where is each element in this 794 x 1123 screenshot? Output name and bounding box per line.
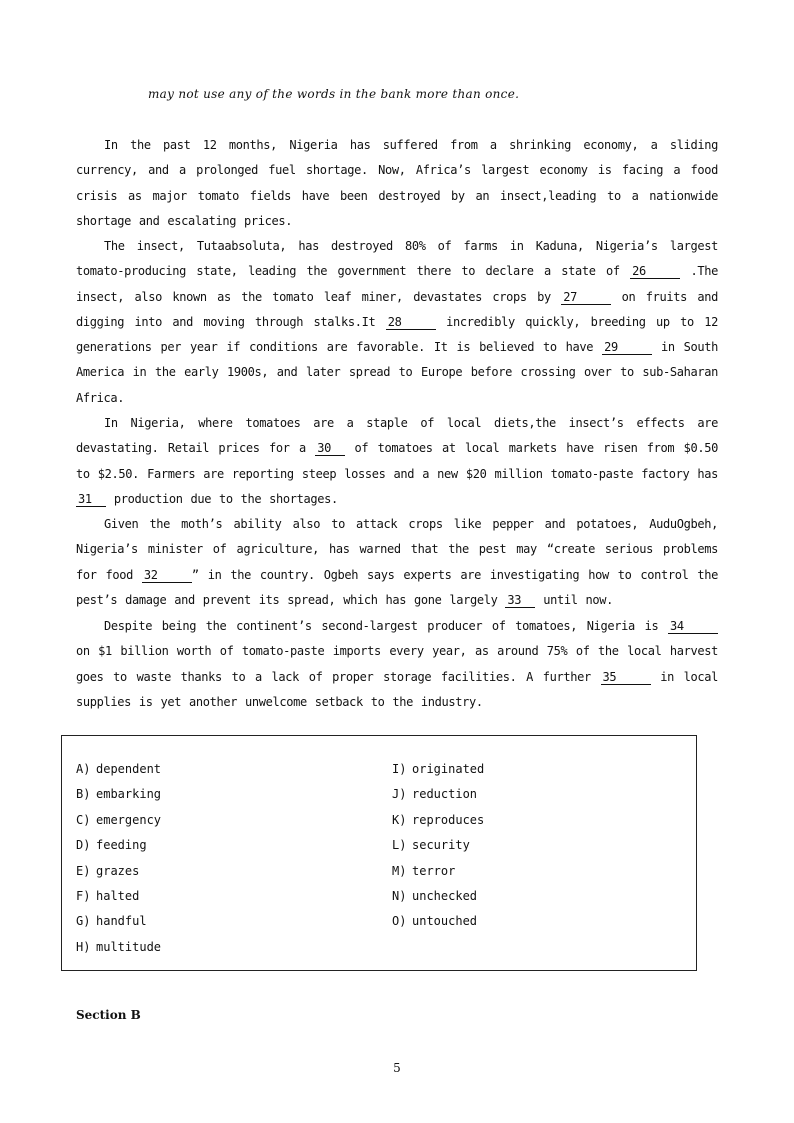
paragraph-text: production due to the shortages. xyxy=(106,491,338,506)
paragraph-text: ” in the country. Ogbeh says experts are investigating how to control the pest’s damage and prevent its spread, which has gone largely xyxy=(76,567,718,607)
paragraph-text: until now. xyxy=(535,592,613,607)
word-option[interactable]: K) reproduces xyxy=(392,812,485,827)
word-bank-box xyxy=(61,735,697,971)
blank-30[interactable]: 30 xyxy=(315,442,345,456)
word-option[interactable]: E) grazes xyxy=(76,863,140,878)
paragraph-text: of tomatoes at local markets have risen from $0.50 to $2.50. Farmers are reporting steep losses and a new $20 million tomato-paste factory has xyxy=(76,441,718,481)
word-option[interactable]: F) halted xyxy=(76,888,140,903)
page-number: 5 xyxy=(393,1061,401,1075)
word-option[interactable]: J) reduction xyxy=(392,787,478,802)
blank-34[interactable]: 34 xyxy=(668,620,718,634)
paragraph-text: on $1 billion worth of tomato-paste imports every year, as around 75% of the local harvest goes to waste thanks to a lack of proper storage facilities. A further xyxy=(76,644,718,684)
paragraph-3 xyxy=(76,411,718,512)
word-option[interactable]: B) embarking xyxy=(76,787,162,802)
blank-28[interactable]: 28 xyxy=(386,316,436,330)
word-option[interactable]: N) unchecked xyxy=(392,888,478,903)
paragraph-text: Despite being the continent’s second-largest producer of tomatoes, Nigeria is xyxy=(104,619,668,633)
word-option[interactable]: O) untouched xyxy=(392,914,478,929)
paragraph-text: in local supplies is yet another unwelcome setback to the industry. xyxy=(76,669,718,709)
blank-35[interactable]: 35 xyxy=(601,671,651,685)
paragraph-text: In the past 12 months, Nigeria has suffered from a shrinking economy, a sliding currency, and a prolonged fuel shortage. Now, Africa’s largest economy is facing a food crisis as major tomato fields have been destroyed by an insect,leading to a nationwide shortage and escalating prices. xyxy=(76,138,718,228)
blank-31[interactable]: 31 xyxy=(76,493,106,507)
blank-26[interactable]: 26 xyxy=(630,265,680,279)
paragraph-text: on fruits and digging into and moving through stalks.It xyxy=(76,289,718,329)
paragraph-text: In Nigeria, where tomatoes are a staple of local diets,the insect’s effects are devastating. Retail prices for a xyxy=(76,416,718,456)
instruction-line: may not use any of the words in the bank more than once. xyxy=(148,87,520,101)
paragraph-text: in South America in the early 1900s, and later spread to Europe before crossing over to sub-Saharan Africa. xyxy=(76,340,718,405)
word-option[interactable]: C) emergency xyxy=(76,812,162,827)
blank-27[interactable]: 27 xyxy=(561,291,611,305)
word-option[interactable]: I) originated xyxy=(392,762,485,776)
paragraph-text: The insect, Tutaabsoluta, has destroyed 80% of farms in Kaduna, Nigeria’s largest tomato-producing state, leading the government there to declare a state of xyxy=(76,239,718,279)
word-option[interactable]: H) multitude xyxy=(76,939,162,954)
blank-29[interactable]: 29 xyxy=(602,341,652,355)
blank-33[interactable]: 33 xyxy=(505,594,535,608)
paragraph-5 xyxy=(76,614,718,715)
paragraph-1 xyxy=(76,133,718,234)
blank-32[interactable]: 32 xyxy=(142,569,192,583)
paragraph-text: .The insect, also known as the tomato leaf miner, devastates crops by xyxy=(76,264,718,304)
word-option[interactable]: D) feeding xyxy=(76,838,147,853)
word-option[interactable]: M) terror xyxy=(392,863,456,878)
paragraph-4 xyxy=(76,512,718,613)
word-bank-right-column xyxy=(392,759,484,937)
word-option[interactable]: A) dependent xyxy=(76,762,162,776)
word-bank-left-column xyxy=(76,759,161,962)
section-heading: Section B xyxy=(76,1008,141,1022)
word-option[interactable]: G) handful xyxy=(76,914,147,929)
word-option[interactable]: L) security xyxy=(392,838,470,853)
paragraph-2 xyxy=(76,234,718,411)
paragraph-text: Given the moth’s ability also to attack crops like pepper and potatoes, AuduOgbeh, Nigeria’s minister of agriculture, has warned that the pest may “create serious problems for food xyxy=(76,517,718,582)
paragraph-text: incredibly quickly, breeding up to 12 generations per year if conditions are favorable. It is believed to have xyxy=(76,314,718,355)
